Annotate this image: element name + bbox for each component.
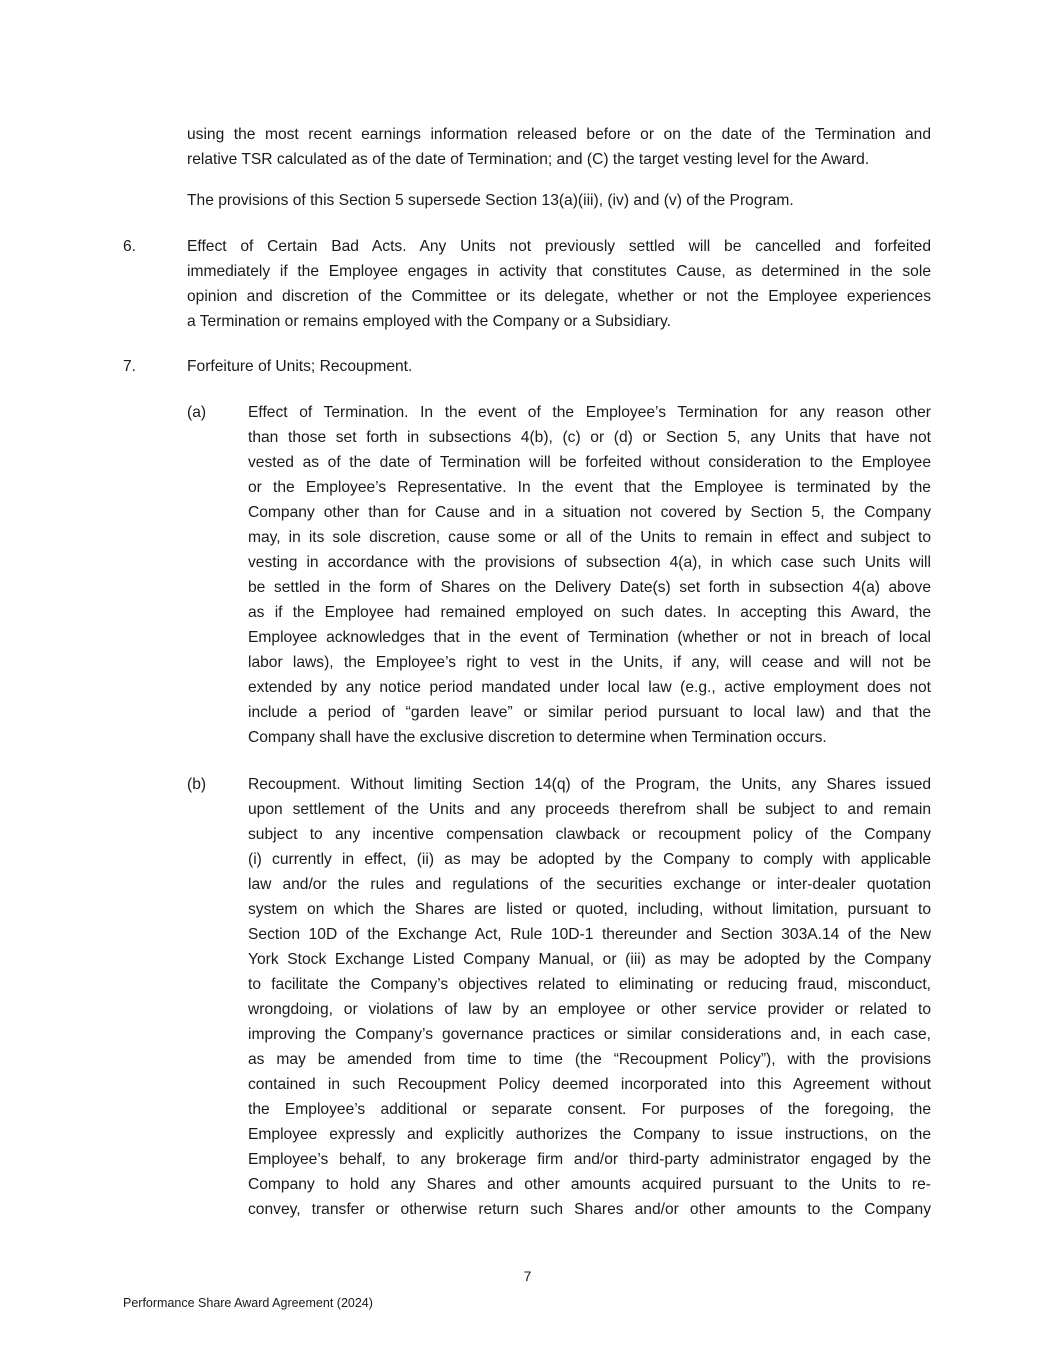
text-line: Employee expressly and explicitly authorizes the Company to issue instructions, on the <box>248 1126 931 1143</box>
text-line: may, in its sole discretion, cause some or all of the Units to remain in effect and subject to <box>248 529 931 546</box>
text-line: Company other than for Cause and in a situation not covered by Section 5, the Company <box>248 504 931 521</box>
text-line: as if the Employee had remained employed on such dates. In accepting this Award, the <box>248 604 931 621</box>
text-line: (i) currently in effect, (ii) as may be adopted by the Company to comply with applicable <box>248 851 931 868</box>
text-line: or the Employee’s Representative. In the event that the Employee is terminated by the <box>248 479 931 496</box>
section-7a-label: (a) <box>187 404 207 421</box>
text-line: Recoupment. Without limiting Section 14(q) of the Program, the Units, any Shares issued <box>248 776 931 793</box>
section-7b-paragraph <box>248 772 931 1222</box>
page-number: 7 <box>523 1268 532 1284</box>
text-line: extended by any notice period mandated under local law (e.g., active employment does not <box>248 679 931 696</box>
text-line: system on which the Shares are listed or quoted, including, without limitation, pursuant to <box>248 901 931 918</box>
text-line: subject to any incentive compensation clawback or recoupment policy of the Company <box>248 826 931 843</box>
text-line: vested as of the date of Termination will be forfeited without consideration to the Employee <box>248 454 931 471</box>
supersede-paragraph <box>187 188 931 213</box>
text-line: upon settlement of the Units and any proceeds therefrom shall be subject to and remain <box>248 801 931 818</box>
text-line: improving the Company’s governance practices or similar considerations and, in each case, <box>248 1026 931 1043</box>
text-line: the Employee’s additional or separate consent. For purposes of the foregoing, the <box>248 1101 931 1118</box>
text-line: than those set forth in subsections 4(b), (c) or (d) or Section 5, any Units that have not <box>248 429 931 446</box>
section-7-heading <box>187 354 931 379</box>
text-line: Employee’s behalf, to any brokerage firm and/or third-party administrator engaged by the <box>248 1151 931 1168</box>
text-line: Company shall have the exclusive discretion to determine when Termination occurs. <box>248 729 827 746</box>
text-line: Forfeiture of Units; Recoupment. <box>187 358 413 375</box>
text-line: as may be amended from time to time (the “Recoupment Policy”), with the provisions <box>248 1051 931 1068</box>
section-7b-label: (b) <box>187 776 207 793</box>
section-6-number: 6. <box>123 238 137 255</box>
text-line: Effect of Certain Bad Acts. Any Units not previously settled will be cancelled and forfeited <box>187 238 931 255</box>
section-7a-paragraph <box>248 400 931 750</box>
text-line: convey, transfer or otherwise return such Shares and/or other amounts to the Company <box>248 1201 931 1218</box>
section-7-number: 7. <box>123 358 137 375</box>
text-line: York Stock Exchange Listed Company Manual, or (iii) as may be adopted by the Company <box>248 951 931 968</box>
text-line: contained in such Recoupment Policy deemed incorporated into this Agreement without <box>248 1076 931 1093</box>
text-line: opinion and discretion of the Committee or its delegate, whether or not the Employee experiences <box>187 288 931 305</box>
text-line: law and/or the rules and regulations of the securities exchange or inter-dealer quotation <box>248 876 931 893</box>
text-line: labor laws), the Employee’s right to vest in the Units, if any, will cease and will not be <box>248 654 931 671</box>
text-line: using the most recent earnings information released before or on the date of the Termination and <box>187 126 931 143</box>
continued-paragraph <box>187 122 931 172</box>
section-6-paragraph <box>187 234 931 334</box>
text-line: be settled in the form of Shares on the Delivery Date(s) set forth in subsection 4(a) above <box>248 579 931 596</box>
text-line: relative TSR calculated as of the date of Termination; and (C) the target vesting level for the Award. <box>187 151 870 168</box>
text-line: The provisions of this Section 5 supersede Section 13(a)(iii), (iv) and (v) of the Program. <box>187 192 794 209</box>
document-footer: Performance Share Award Agreement (2024) <box>123 1296 373 1310</box>
text-line: wrongdoing, or violations of law by an employee or other service provider or related to <box>248 1001 931 1018</box>
text-line: a Termination or remains employed with the Company or a Subsidiary. <box>187 313 671 330</box>
text-line: include a period of “garden leave” or similar period pursuant to local law) and that the <box>248 704 931 721</box>
text-line: Effect of Termination. In the event of the Employee’s Termination for any reason other <box>248 404 931 421</box>
text-line: Section 10D of the Exchange Act, Rule 10D-1 thereunder and Section 303A.14 of the New <box>248 926 931 943</box>
text-line: Employee acknowledges that in the event of Termination (whether or not in breach of local <box>248 629 931 646</box>
text-line: vesting in accordance with the provisions of subsection 4(a), in which case such Units will <box>248 554 931 571</box>
text-line: Company to hold any Shares and other amounts acquired pursuant to the Units to re- <box>248 1176 931 1193</box>
text-line: to facilitate the Company’s objectives related to eliminating or reducing fraud, misconduct, <box>248 976 931 993</box>
text-line: immediately if the Employee engages in activity that constitutes Cause, as determined in the sole <box>187 263 931 280</box>
